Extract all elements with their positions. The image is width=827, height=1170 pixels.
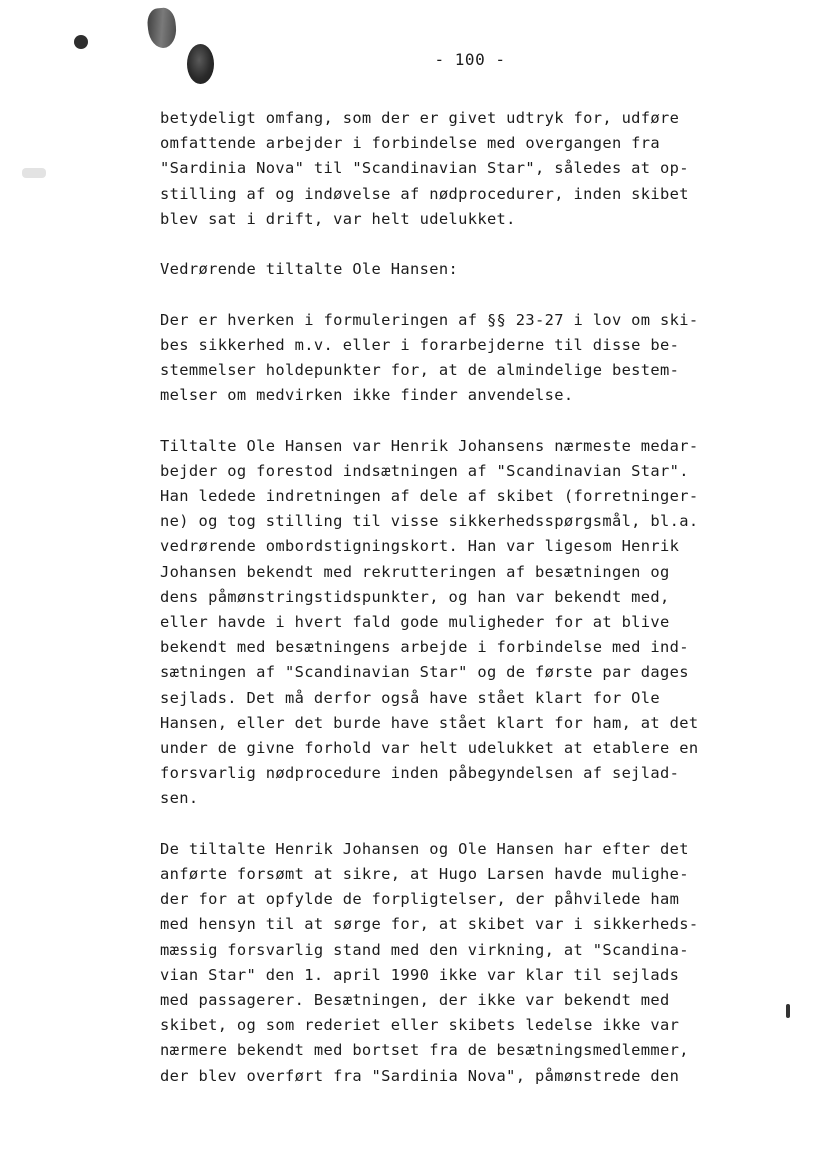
text-line: vian Star" den 1. april 1990 ikke var klar til sejlads — [160, 965, 680, 984]
text-line: "Sardinia Nova" til "Scandinavian Star", således at op- — [160, 159, 689, 178]
text-line: der blev overført fra "Sardinia Nova", påmønstrede den — [160, 1066, 680, 1085]
text-line: Tiltalte Ole Hansen var Henrik Johansens nærmeste medar- — [160, 436, 699, 455]
text-line: bekendt med besætningens arbejde i forbindelse med ind- — [160, 638, 689, 657]
page-number: - 100 - — [434, 50, 506, 69]
paragraph — [160, 106, 760, 232]
text-line: omfattende arbejder i forbindelse med overgangen fra — [160, 134, 661, 153]
text-line: Hansen, eller det burde have stået klart for ham, at det — [160, 713, 699, 732]
paragraph — [160, 308, 760, 409]
text-line: dens påmønstringstidspunkter, og han var bekendt med, — [160, 587, 670, 606]
text-line: Vedrørende tiltalte Ole Hansen: — [160, 260, 459, 279]
text-line: eller havde i hvert fald gode muligheder for at blive — [160, 613, 670, 632]
text-line: mæssig forsvarlig stand med den virkning, at "Scandina- — [160, 940, 689, 959]
text-line: under de givne forhold var helt udelukket at etablere en — [160, 739, 699, 758]
text-line: vedrørende ombordstigningskort. Han var ligesom Henrik — [160, 537, 680, 556]
text-line: forsvarlig nødprocedure inden påbegyndelsen af sejlad- — [160, 764, 680, 783]
document-body — [160, 106, 760, 1114]
text-line: anførte forsømt at sikre, at Hugo Larsen havde mulighe- — [160, 865, 689, 884]
paragraph — [160, 434, 760, 812]
margin-ink-mark — [786, 1004, 790, 1018]
text-line: stemmelser holdepunkter for, at de almindelige bestem- — [160, 361, 680, 379]
text-line: nærmere bekendt med bortset fra de besætningsmedlemmer, — [160, 1041, 689, 1060]
text-line: med hensyn til at sørge for, at skibet var i sikkerheds- — [160, 915, 699, 934]
text-line: sen. — [160, 789, 199, 808]
text-line: Han ledede indretningen af dele af skibet (forretninger- — [160, 487, 699, 505]
text-line: Johansen bekendt med rekrutteringen af besætningen og — [160, 562, 670, 581]
text-line: stilling af og indøvelse af nødprocedurer, inden skibet — [160, 184, 689, 203]
scan-dot-mark — [74, 35, 88, 49]
text-line: sejlads. Det må derfor også have stået klart for Ole — [160, 688, 661, 707]
paragraph — [160, 837, 760, 1089]
text-line: Der er hverken i formuleringen af §§ 23-27 i lov om ski- — [160, 310, 699, 329]
text-line: betydeligt omfang, som der er givet udtryk for, udføre — [160, 109, 680, 127]
section-heading — [160, 257, 760, 282]
text-line: blev sat i drift, var helt udelukket. — [160, 209, 516, 228]
punch-hole-mark — [187, 44, 214, 84]
text-line: sætningen af "Scandinavian Star" og de første par dages — [160, 663, 689, 682]
text-line: bes sikkerhed m.v. eller i forarbejderne til disse be- — [160, 335, 680, 354]
text-line: melser om medvirken ikke finder anvendelse. — [160, 386, 574, 405]
scan-faint-mark — [22, 168, 46, 178]
text-line: der for at opfylde de forpligtelser, der påhvilede ham — [160, 890, 680, 909]
text-line: med passagerer. Besætningen, der ikke var bekendt med — [160, 991, 670, 1010]
text-line: De tiltalte Henrik Johansen og Ole Hansen har efter det — [160, 839, 689, 858]
scan-smudge-mark — [146, 7, 178, 50]
text-line: skibet, og som rederiet eller skibets ledelse ikke var — [160, 1016, 680, 1035]
text-line: ne) og tog stilling til visse sikkerhedsspørgsmål, bl.a. — [160, 512, 699, 531]
text-line: bejder og forestod indsætningen af "Scandinavian Star". — [160, 461, 689, 480]
